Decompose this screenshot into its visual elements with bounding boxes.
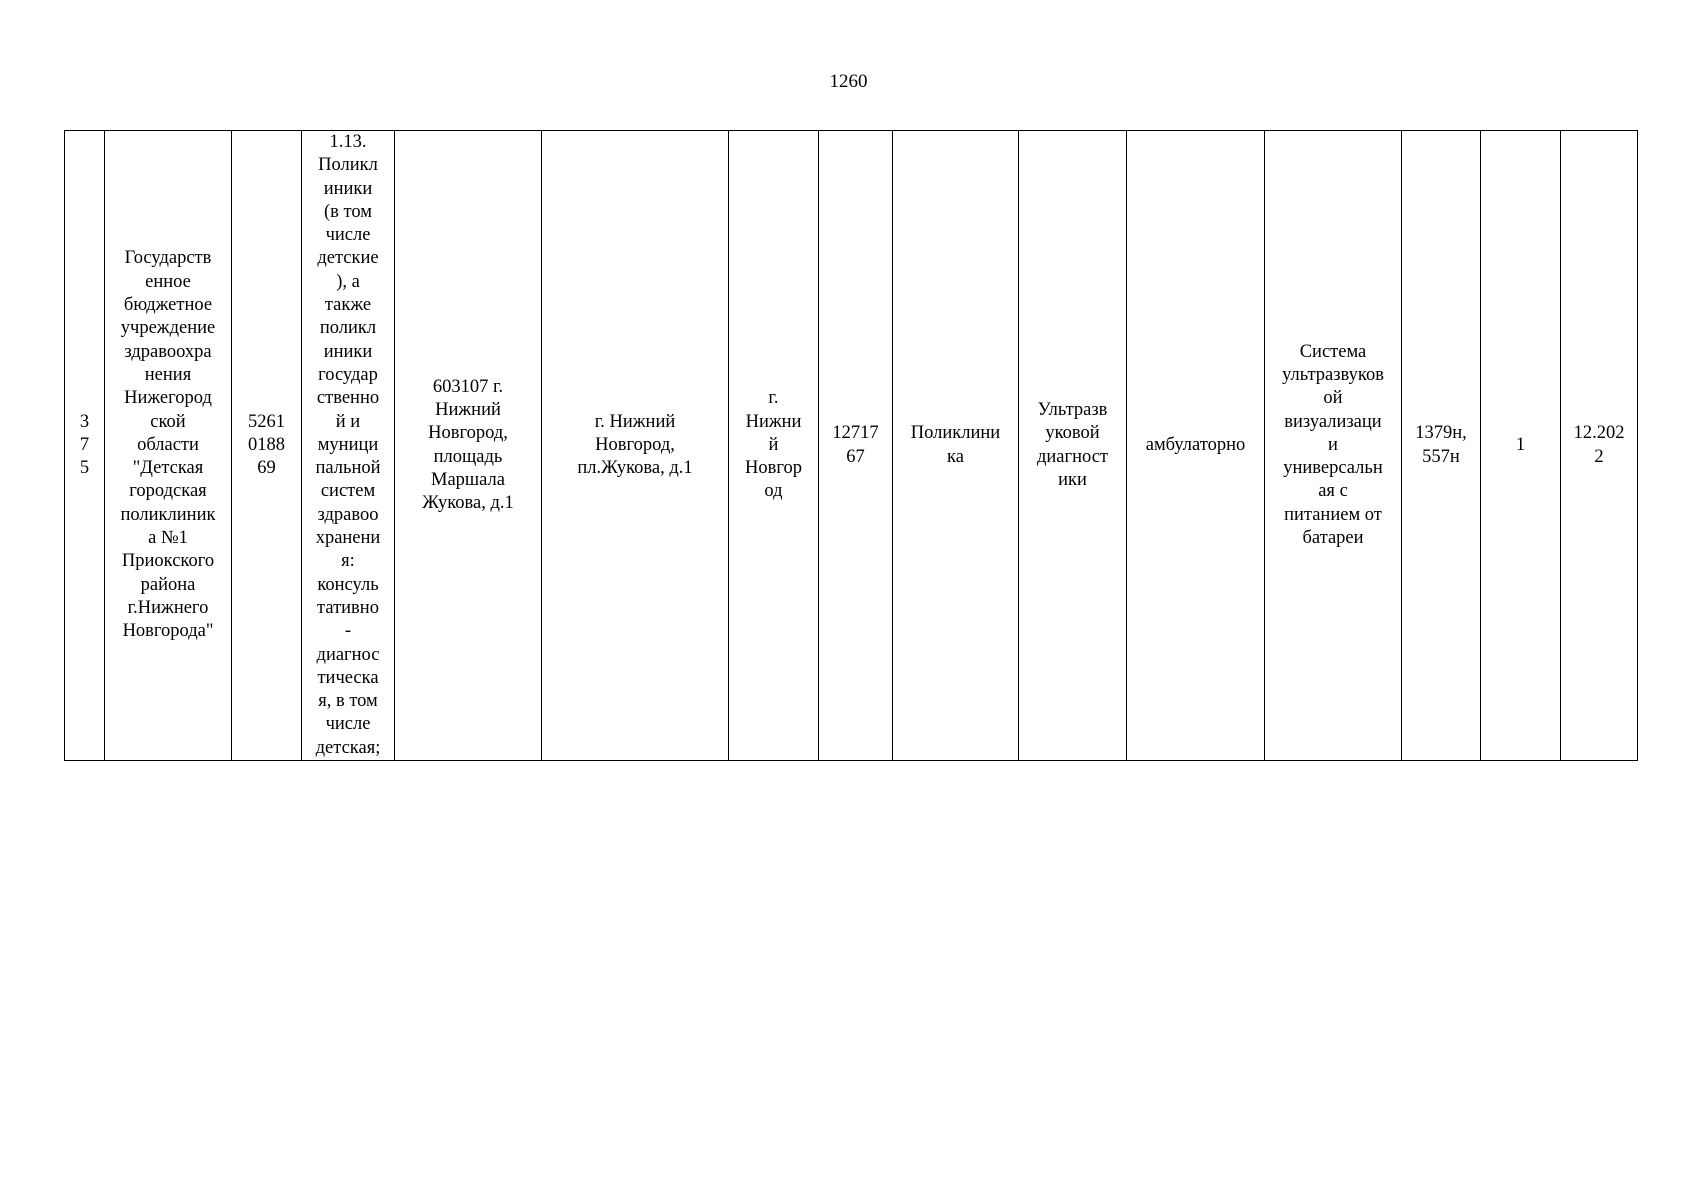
cell-line: района (140, 574, 196, 595)
cell-line: я: (341, 551, 355, 572)
cell-quantity (1481, 131, 1561, 761)
cell-line: г. (768, 388, 779, 409)
cell-legal-address (395, 131, 542, 761)
cell-line: Маршала (431, 469, 505, 490)
cell-code (819, 131, 893, 761)
cell-line: Нижний (435, 399, 501, 420)
cell-line: Приокского (121, 551, 215, 572)
cell-line: - (344, 621, 352, 642)
cell-line: универсальн (1283, 458, 1383, 479)
cell-line: пальной (315, 458, 381, 479)
cell-line: ультразвуков (1282, 364, 1384, 385)
cell-line: систем (320, 481, 376, 502)
cell-line: детская; (315, 737, 381, 758)
cell-line: Поликл (318, 155, 378, 176)
cell-line: государ (318, 364, 378, 385)
cell-line: городская (129, 481, 207, 502)
cell-line: 603107 г. (432, 376, 504, 397)
cell-line: ской (150, 411, 186, 432)
cell-line: й и (335, 411, 361, 432)
cell-facility-type (893, 131, 1019, 761)
cell-line: й (768, 434, 779, 455)
cell-line: Ультразв (1037, 399, 1108, 420)
cell-line: ), а (336, 271, 360, 292)
cell-line: хранени (315, 528, 381, 549)
cell-equipment (1265, 131, 1402, 761)
cell-line: бюджетное (123, 295, 213, 316)
cell-line: Система (1299, 341, 1367, 362)
cell-city (729, 131, 819, 761)
cell-line: 0188 (248, 434, 285, 455)
cell-line: 3 (79, 411, 90, 432)
cell-line: поликлиник (120, 504, 216, 525)
cell-line: Государств (124, 248, 212, 269)
cell-line: поликл (319, 318, 377, 339)
cell-line: 1.13. (329, 132, 367, 152)
cell-line: тативно (317, 597, 379, 618)
cell-line: 2 (1594, 446, 1604, 467)
cell-line: 12.202 (1573, 423, 1625, 444)
cell-line: Новгород, (428, 423, 508, 444)
cell-line: 7 (79, 434, 90, 455)
cell-line: 1 (1515, 434, 1526, 455)
cell-line: ой (1323, 388, 1343, 409)
cell-service (1019, 131, 1127, 761)
cell-line: области (137, 434, 199, 455)
equipment-record-table (64, 130, 1638, 761)
cell-line: площадь (433, 446, 503, 467)
cell-line: од (764, 481, 783, 502)
cell-line: Новгорода" (122, 621, 214, 642)
cell-date (1561, 131, 1638, 761)
cell-line: ая с (1318, 481, 1348, 502)
cell-facility-category (302, 131, 395, 761)
cell-line: консуль (317, 574, 379, 595)
cell-line: Новгород, (595, 434, 675, 455)
cell-actual-address (542, 131, 729, 761)
table-row (65, 131, 1638, 761)
cell-line: муници (317, 434, 379, 455)
cell-line: 12717 (832, 423, 879, 444)
cell-line: а №1 (148, 528, 188, 549)
cell-line: здравоохра (124, 341, 212, 362)
cell-line: учреждение (120, 318, 216, 339)
cell-line: батареи (1302, 528, 1364, 549)
cell-line: ка (947, 446, 964, 467)
cell-line: енное (145, 271, 191, 292)
cell-line: 69 (257, 458, 276, 479)
cell-line: числе (325, 714, 371, 735)
cell-line: Нижегород (124, 388, 212, 409)
cell-line: Новгор (745, 458, 802, 479)
cell-line: диагнос (316, 644, 380, 665)
cell-line: числе (325, 225, 371, 246)
cell-inn (232, 131, 302, 761)
cell-line: и (1328, 434, 1338, 455)
cell-line: также (324, 295, 372, 316)
cell-line: тическа (317, 667, 379, 688)
cell-line: иники (323, 178, 373, 199)
cell-line: Жукова, д.1 (422, 493, 514, 514)
cell-line: 5261 (248, 411, 285, 432)
cell-row-index (65, 131, 105, 761)
cell-care-condition (1127, 131, 1265, 761)
cell-line: Поликлини (910, 423, 1001, 444)
page-number: 1260 (829, 71, 868, 92)
cell-line: диагност (1036, 446, 1109, 467)
cell-line: уковой (1045, 423, 1100, 444)
cell-line: Нижни (745, 411, 802, 432)
cell-line: визуализаци (1284, 411, 1382, 432)
cell-line: 1379н, (1415, 423, 1467, 444)
cell-line: 557н (1422, 446, 1460, 467)
cell-line: пл.Жукова, д.1 (577, 458, 693, 479)
cell-line: (в том (324, 201, 372, 222)
cell-order-numbers (1402, 131, 1481, 761)
cell-line: нения (144, 364, 192, 385)
cell-line: г. Нижний (594, 411, 676, 432)
cell-line: иники (323, 341, 373, 362)
cell-line: 5 (79, 458, 90, 479)
cell-line: ики (1058, 469, 1087, 490)
cell-line: ственно (316, 388, 380, 409)
cell-line: 67 (846, 446, 865, 467)
cell-line: я, в том (318, 691, 378, 712)
cell-line: г.Нижнего (127, 597, 209, 618)
cell-line: здравоо (317, 504, 379, 525)
cell-line: питанием от (1284, 504, 1382, 525)
cell-organization-name (105, 131, 232, 761)
cell-line: "Детская (132, 458, 204, 479)
cell-line: амбулаторно (1145, 434, 1246, 455)
cell-line: детские (317, 248, 379, 269)
